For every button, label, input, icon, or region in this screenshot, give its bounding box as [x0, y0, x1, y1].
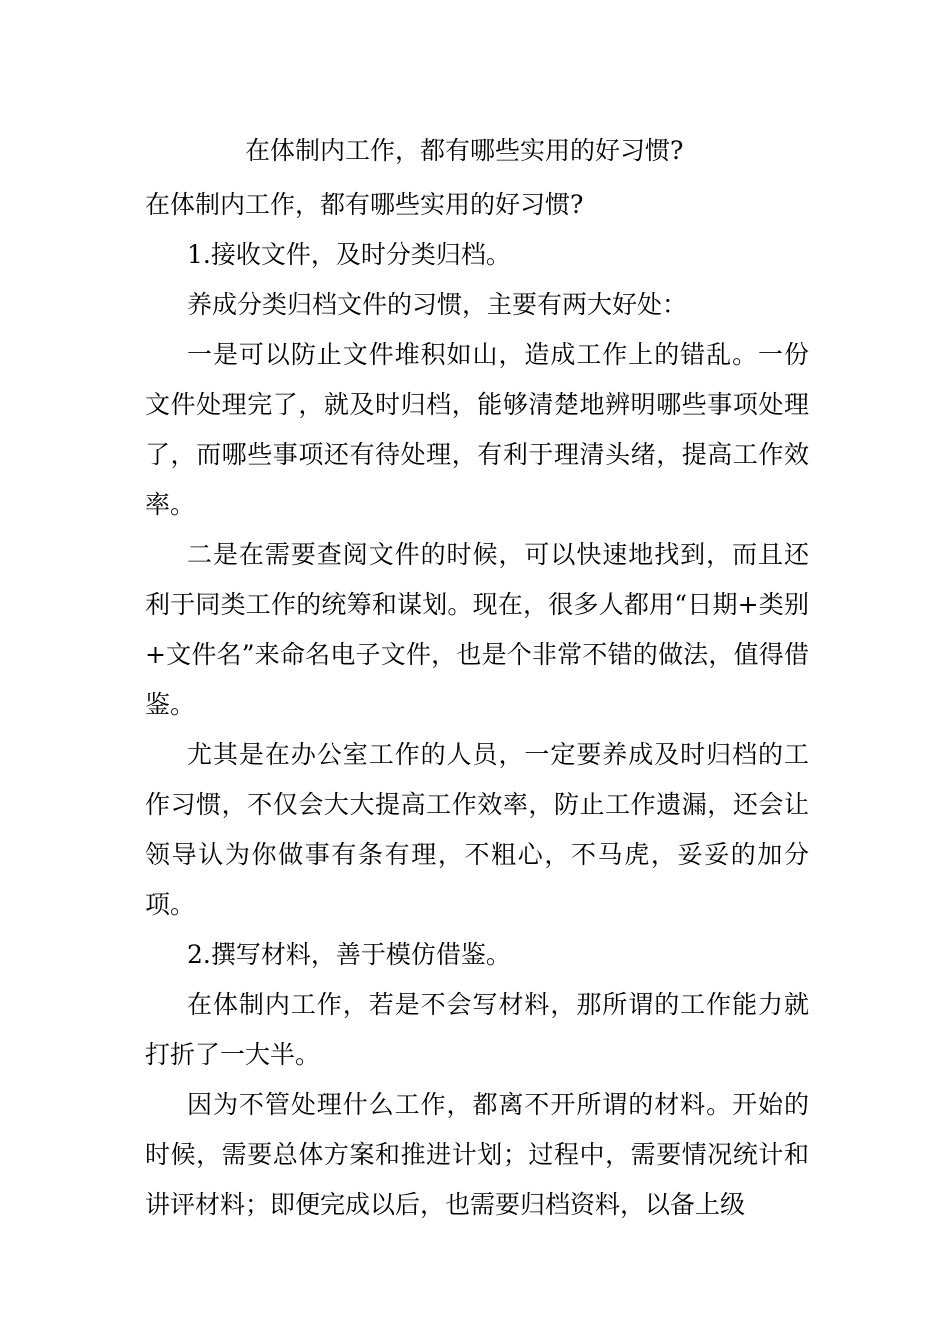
document-title: 在体制内工作，都有哪些实用的好习惯?	[245, 136, 684, 165]
paragraph: 养成分类归档文件的习惯，主要有两大好处：	[187, 290, 688, 319]
paragraph: 一是可以防止文件堆积如山，造成工作上的错乱。一份文件处理完了，就及时归档，能够清楚地辨明哪些事项处理了，而哪些事项还有待处理，有利于理清头绪，提高工作效率。	[145, 340, 809, 519]
section-heading-2: 2.撰写材料，善于模仿借鉴。	[187, 940, 511, 969]
paragraph: 尤其是在办公室工作的人员，一定要养成及时归档的工作习惯，不仅会大大提高工作效率，防止工作遗漏，还会让领导认为你做事有条有理，不粗心，不马虎，妥妥的加分项。	[145, 740, 809, 919]
paragraph: 因为不管处理什么工作，都离不开所谓的材料。开始的时候，需要总体方案和推进计划；过程中，需要情况统计和讲评材料；即便完成以后，也需要归档资料，以备上级	[145, 1090, 809, 1219]
paragraph-heading: 在体制内工作，都有哪些实用的好习惯?	[145, 190, 584, 219]
paragraph: 在体制内工作，若是不会写材料，那所谓的工作能力就打折了一大半。	[145, 990, 809, 1069]
paragraph: 二是在需要查阅文件的时候，可以快速地找到，而且还利于同类工作的统筹和谋划。现在，很多人都用“日期+类别+文件名”来命名电子文件，也是个非常不错的做法，值得借鉴。	[145, 540, 809, 719]
document-body	[145, 180, 809, 1230]
section-heading-1: 1.接收文件，及时分类归档。	[187, 240, 511, 269]
